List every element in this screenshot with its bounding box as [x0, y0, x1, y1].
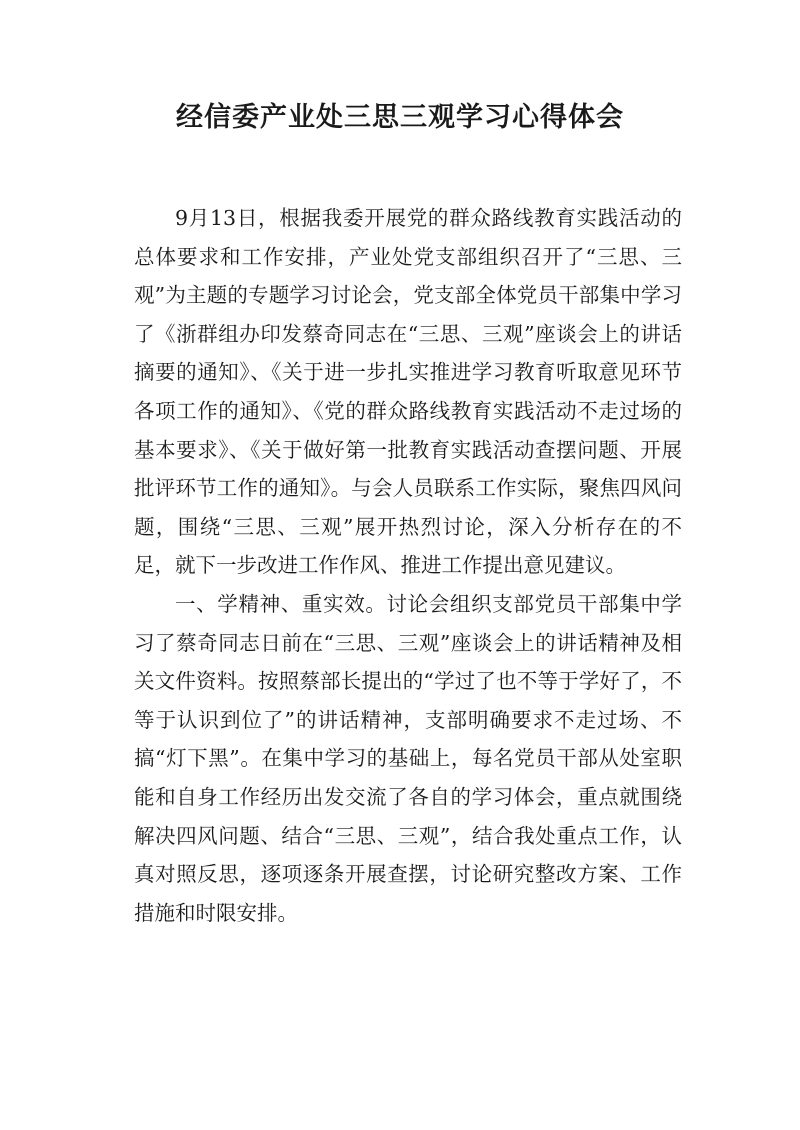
paragraph-section-one: 一、学精神、重实效。讨论会组织支部党员干部集中学习了蔡奇同志日前在“三思、三观”座谈会上的讲话精神及相关文件资料。按照蔡部长提出的“学过了也不等于学好了，不等于认识到位了”的讲话精神，支部明确要求不走过场、不搞“灯下黑”。在集中学习的基础上，每名党员干部从处室职能和自身工作经历出发交流了各自的学习体会，重点就围绕解决四风问题、结合“三思、三观”，结合我处重点工作，认真对照反思，逐项逐条开展查摆，讨论研究整改方案、工作措施和时限安排。	[134, 591, 682, 925]
document-title: 经信委产业处三思三观学习心得体会	[176, 102, 624, 133]
document-body	[134, 199, 682, 932]
paragraph-intro: 9月13日，根据我委开展党的群众路线教育实践活动的总体要求和工作安排，产业处党支部组织召开了“三思、三观”为主题的专题学习讨论会，党支部全体党员干部集中学习了《浙群组办印发蔡奇同志在“三思、三观”座谈会上的讲话摘要的通知》、《关于进一步扎实推进学习教育听取意见环节各项工作的通知》、《党的群众路线教育实践活动不走过场的基本要求》、《关于做好第一批教育实践活动查摆问题、开展批评环节工作的通知》。与会人员联系工作实际，聚焦四风问题，围绕“三思、三观”展开热烈讨论，深入分析存在的不足，就下一步改进工作作风、推进工作提出意见建议。	[134, 206, 682, 578]
